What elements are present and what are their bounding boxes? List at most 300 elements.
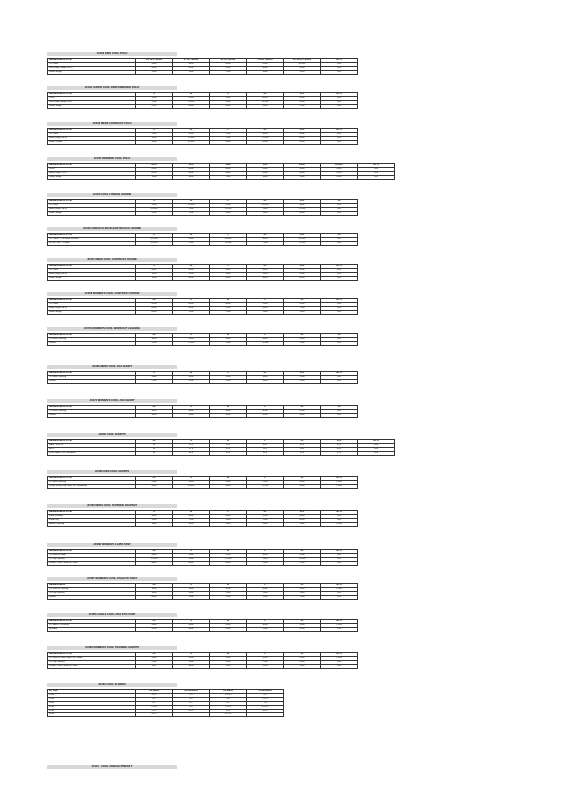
column-header: 14/L [247,164,284,168]
size-value: 14cm [284,522,321,526]
size-value: 66cm [284,203,321,207]
size-value: 76cm [136,518,173,522]
column-header: Measurements in CM [48,234,136,238]
column-header: M [210,550,247,554]
size-table-section [47,577,358,600]
size-value: 8.5-9.5 [247,705,284,709]
column-header: XS [136,620,173,624]
column-header: Tol +/- [321,59,358,63]
size-value: 33cm [136,553,173,557]
size-table-section [47,193,358,216]
column-header: Measurements in CM [48,440,136,444]
measurement-label: 1/2 CHEST 1 cm below armhole [48,237,136,241]
size-value: 1cm [321,413,358,417]
size-value: 10cm [173,664,210,668]
table-row [48,140,358,144]
column-header: XS- 3/4 YEARS [136,59,173,63]
section-title: JC063 COOL SLIDERS [47,683,177,687]
size-table [47,199,358,216]
size-value: 2cm [321,514,358,518]
size-table [47,163,395,180]
size-value: 57cm [210,96,247,100]
size-table [47,652,358,669]
size-value: 6-7 [210,701,247,705]
section-title: JC086 KIDS COOL SHORTS [47,470,177,474]
size-value: 7-8 [247,701,284,705]
size-value: 39cm [284,484,321,488]
table-row [48,310,358,314]
column-header: M [210,477,247,481]
section-title: JC087 WOMEN'S COOL ATHLETIC PANT [47,577,177,581]
column-header: M [210,334,247,338]
section-title: JC033 MENS CONTRAST POLO [47,122,177,126]
measurement-label: Sleeve length [48,104,136,108]
section-title: JC083 MENS COOL TAPERED JOGPANT [47,504,177,508]
size-value: 48cm [173,627,210,631]
size-value: 19cm [284,70,321,74]
column-header: L [247,477,284,481]
column-header: XL [247,200,284,204]
size-value: 1.5cm [321,623,358,627]
size-value: 72cm [210,310,247,314]
column-header: 18/XXL [321,164,358,168]
size-value: 13cm [173,70,210,74]
column-header: M [173,200,210,204]
size-value: 34cm [136,409,173,413]
size-value: 2cm [321,237,358,241]
column-header: Tol +/- [321,265,358,269]
column-header: US Mens [210,690,247,694]
column-header: L [247,334,284,338]
size-table [47,405,358,418]
column-header: Measurements in CM [48,550,136,554]
size-value: 1cm [321,211,358,215]
size-value: 78cm [284,272,321,276]
measurement-label: Body Length (HPS) [48,306,136,310]
size-value: 70cm [136,211,173,215]
size-value: 32 [136,443,173,447]
column-header: XS [136,334,173,338]
size-value: 1.5cm [321,480,358,484]
column-header: XL [284,550,321,554]
measurement-label: Bottom Opening [48,522,136,526]
column-header: Measurements in CM [48,129,136,133]
size-value: 39cm [247,656,284,660]
table-row [48,379,358,383]
column-header: M [210,299,247,303]
size-value: 24cm [173,104,210,108]
column-header: Measurements in CM [48,164,136,168]
column-header: S [136,372,173,376]
size-value: 1cm [321,664,358,668]
column-header: XS [136,584,173,588]
size-value: 72cm [210,341,247,345]
measurement-label: Sleeve length [48,175,136,179]
size-value: 51cm [136,132,173,136]
size-value: 71cm [210,595,247,599]
size-value: 45cm [136,66,173,70]
size-value: 67cm [210,306,247,310]
column-header: Measurements in CM [48,200,136,204]
size-value: 4-5 [173,697,210,701]
measurement-label: 1/2 Waist Opening [48,409,136,413]
measurement-label: Body Length (HPS) [48,136,136,140]
size-value: 14cm [210,522,247,526]
size-value: 10-11 [173,709,210,713]
size-value: 2cm [321,203,358,207]
size-value: 76cm [136,276,173,280]
size-value: 42cm [136,302,173,306]
column-header: Measurements in CM [48,334,136,338]
column-header: XL [247,265,284,269]
size-value: 58.0 [284,447,321,451]
column-header: S [173,653,210,657]
size-value: 9-10 [210,709,247,713]
size-value: 2cm [321,375,358,379]
size-value [247,713,284,717]
size-value: 1cm [321,557,358,561]
table-row [48,627,358,631]
size-value: 18cm [247,70,284,74]
size-value: 26cm [247,104,284,108]
size-value: 50 [136,447,173,451]
column-header: XL [247,93,284,97]
table-row [48,664,358,668]
size-value: 36cm [136,514,173,518]
size-value: 38cm [210,409,247,413]
size-value: 76cm [210,100,247,104]
size-value [173,713,210,717]
column-header: Tol [321,200,358,204]
size-table-section [47,646,358,669]
size-value: 1cm [321,70,358,74]
column-header: Measurements [48,584,136,588]
size-value: 2cm [321,553,358,557]
size-value: 67cm [321,171,358,175]
size-value: 43 [136,451,173,455]
size-value: 13.5cm [284,557,321,561]
size-value: 35cm [173,375,210,379]
size-value: 34.5cm [173,484,210,488]
column-header: Measurements in CM [48,93,136,97]
column-header: 12/M [210,164,247,168]
size-value: 71cm [136,100,173,104]
column-header: XXL [284,234,321,238]
column-header: Measurements in CM [48,59,136,63]
size-value: 46.0 [247,451,284,455]
size-value: 48cm [136,561,173,565]
column-header: S [136,200,173,204]
section-title: JC085 COOL SHORTS [47,433,177,437]
size-value: 70cm [173,310,210,314]
measurement-label: Inside Leg [48,518,136,522]
column-header: XXL [284,200,321,204]
size-value: 80cm [284,518,321,522]
size-value: 37cm [210,587,247,591]
size-value: 27cm [247,480,284,484]
measurement-label: 1/2 Waist at Seam WAIST AT SEAM [48,656,136,660]
column-header: 10/S [173,164,210,168]
size-value: 41cm [284,656,321,660]
size-value: 60cm [247,66,284,70]
size-value: 63.5cm [284,237,321,241]
measurement-label: Body Length (HPS) [48,272,136,276]
column-header: Tol [321,334,358,338]
column-header: XXL [284,372,321,376]
size-value: 9-9.5 [136,709,173,713]
size-value: 55.5cm [173,203,210,207]
column-header: XS [136,653,173,657]
measurement-label: 1/2 Waist at Seam [48,553,136,557]
measurement-label: 1/2 Chest [48,203,136,207]
column-header: XS [136,550,173,554]
size-value: 9cm [136,664,173,668]
column-header: XXL [284,511,321,515]
measurement-label: 1/2 Chest [48,268,136,272]
section-title: JC087J GIRLS COOL ATHLETIC PANT [47,613,177,617]
size-value: 5-6 [210,697,247,701]
size-value: 6-7 [136,701,173,705]
size-value: 74cm [247,207,284,211]
size-value: 5.5-6.5 [247,697,284,701]
size-value: 10cm [173,413,210,417]
size-value: 75.5cm [284,207,321,211]
size-value: 48cm [210,302,247,306]
size-value: 69cm [247,306,284,310]
size-value: 52cm [136,96,173,100]
column-header: S- 5/6 YEARS [173,59,210,63]
size-value: 77cm [210,136,247,140]
size-value: 36cm [173,62,210,66]
size-value: 63cm [284,96,321,100]
column-header: XS [136,440,173,444]
size-table [47,233,358,246]
column-header: L [210,265,247,269]
column-header: L [210,129,247,133]
size-value: 44.0 [173,451,210,455]
column-header: US Womens [247,690,284,694]
size-value: 2cm [358,447,395,451]
column-header: XL [284,299,321,303]
size-table [47,371,358,384]
section-title: JC074 WOMEN'S COOL JOG SHORT [47,399,177,403]
size-value: 2cm [321,100,358,104]
size-value: 53cm [173,237,210,241]
measurement-label: 39/40 [48,701,136,705]
size-value: 30cm [136,337,173,341]
size-table [47,58,358,75]
size-value: 27cm [247,660,284,664]
column-header: S [173,550,210,554]
size-value: 0.5cm [321,522,358,526]
measurement-label: Chest [48,96,136,100]
size-value: 51cm [247,302,284,306]
size-value: 49cm [173,561,210,565]
column-header: L [210,234,247,238]
size-value: 73cm [284,595,321,599]
measurement-label: Sleeve length [48,70,136,74]
size-value: 51cm [210,627,247,631]
size-table [47,264,358,281]
size-value: 66cm [284,171,321,175]
size-value: 80cm [173,276,210,280]
size-value: 46cm [136,268,173,272]
size-value: 24cm [247,379,284,383]
column-header: S [173,584,210,588]
size-value: 52cm [284,561,321,565]
measurement-label: Inseam- From Centre of Crotch [48,664,136,668]
size-value: 39cm [210,62,247,66]
column-header: L [247,406,284,410]
column-header: XL [284,620,321,624]
column-header: XS [136,406,173,410]
section-title: JC058 WOMEN'S COOL CONTRAST ZOODIE [47,292,177,296]
column-header: Measurements in CM [48,620,136,624]
size-value: 44.5cm [284,62,321,66]
size-value: 44cm [284,514,321,518]
measurement-label: Inseam [48,595,136,599]
column-header: M [173,93,210,97]
column-header: S [173,334,210,338]
measurement-label: 1/2 Leg Opening [48,660,136,664]
size-value: 16cm [173,175,210,179]
size-table [47,298,358,315]
size-value: 52cm [136,203,173,207]
size-value: 13cm [247,557,284,561]
size-table [47,92,358,109]
measurement-label: SIDE SEAM - Inc. waistband [48,451,136,455]
column-header: S [136,234,173,238]
measurement-label: 1/2 Waist Opening [48,480,136,484]
size-value: 60cm [247,96,284,100]
size-value: 71cm [136,341,173,345]
size-value: 35cm [173,587,210,591]
measurement-label: 45/46 [48,713,136,717]
column-header: S [173,299,210,303]
column-header: Tol +/- [321,620,358,624]
column-header: S [173,477,210,481]
column-header: Measurements in CM [48,477,136,481]
table-row [48,104,358,108]
size-value: 15cm [136,175,173,179]
size-value: 3-3.5 [136,693,173,697]
size-value: 23cm [173,660,210,664]
measurement-label: Front Body Length (HPS) [48,66,136,70]
column-header: Tol +/- [321,372,358,376]
column-header: XL [284,406,321,410]
measurement-label: Inseam- From Centre of Crotch [48,561,136,565]
size-value: 77cm [173,518,210,522]
column-header: M [210,406,247,410]
size-value: 10cm [284,413,321,417]
size-value: 36cm [210,484,247,488]
size-value: 29cm [284,660,321,664]
size-value: 40cm [247,140,284,144]
table-row [48,70,358,74]
size-table-section [47,399,358,418]
measurement-label: 43/44 [48,709,136,713]
size-table [47,619,358,632]
column-header: L [210,372,247,376]
size-value: 28cm [210,623,247,627]
measurement-label: Sleeve length [48,276,136,280]
size-table [47,476,358,489]
size-value: 21cm [136,660,173,664]
size-value: 2cm [321,409,358,413]
column-header: XL [284,584,321,588]
size-value: 22cm [173,379,210,383]
column-header: S [173,406,210,410]
size-value: 14cm [136,522,173,526]
size-value: 50cm [210,561,247,565]
size-value: 40cm [210,514,247,518]
size-value: 30.5cm [173,140,210,144]
size-value: 25cm [210,660,247,664]
size-value: 60.0 [321,447,358,451]
size-value: 64cm [210,171,247,175]
size-value: 18cm [247,175,284,179]
column-header: Tol +/- [321,653,358,657]
column-header: Tol +/- [321,511,358,515]
measurement-label: 1/2 Waist Opening [48,375,136,379]
size-value: 32cm [284,623,321,627]
size-value: 65cm [173,306,210,310]
size-value: 69cm [136,595,173,599]
table-row [48,484,358,488]
size-value: 67cm [284,627,321,631]
measurement-label: Inseam [48,379,136,383]
size-value: 2cm [321,136,358,140]
size-value: 12cm [247,664,284,668]
size-value: 2cm [321,268,358,272]
column-header: XS [136,299,173,303]
size-value: 69.5cm [136,241,173,245]
column-header: S [173,620,210,624]
size-value: 52.0 [321,451,358,455]
size-value: 52.0 [173,447,210,451]
measurement-label: Sleeve length [48,211,136,215]
size-table-section [47,122,358,145]
size-value: 35.5 [173,443,210,447]
column-header: XS [136,477,173,481]
table-row [48,211,358,215]
column-header: Tol +/- [358,164,395,168]
size-value: 1cm [358,451,395,455]
column-header: Tol +/- [358,440,395,444]
size-value: 1.5cm [321,587,358,591]
column-header: Tol [321,406,358,410]
table-row [48,276,358,280]
size-value: 77cm [247,241,284,245]
column-header: L [247,440,284,444]
size-value: 69.5cm [136,207,173,211]
size-table [47,439,395,456]
size-value: 1cm [321,379,358,383]
size-value: 6-7 [173,701,210,705]
column-header: Measurements in CM [48,406,136,410]
size-value: 72.5cm [210,207,247,211]
measurement-label: FRONT HSP TO HEM [48,241,136,245]
column-header: S [136,93,173,97]
size-value: 45cm [136,627,173,631]
size-value: 62.5cm [247,203,284,207]
size-value: 74cm [210,272,247,276]
size-value: 56.5cm [210,237,247,241]
column-header: Tol +/- [321,129,358,133]
measurement-label: Body Length (HPS) [48,207,136,211]
measurement-label: Front Body Length- HPS [48,100,136,104]
size-value: 26cm [136,140,173,144]
